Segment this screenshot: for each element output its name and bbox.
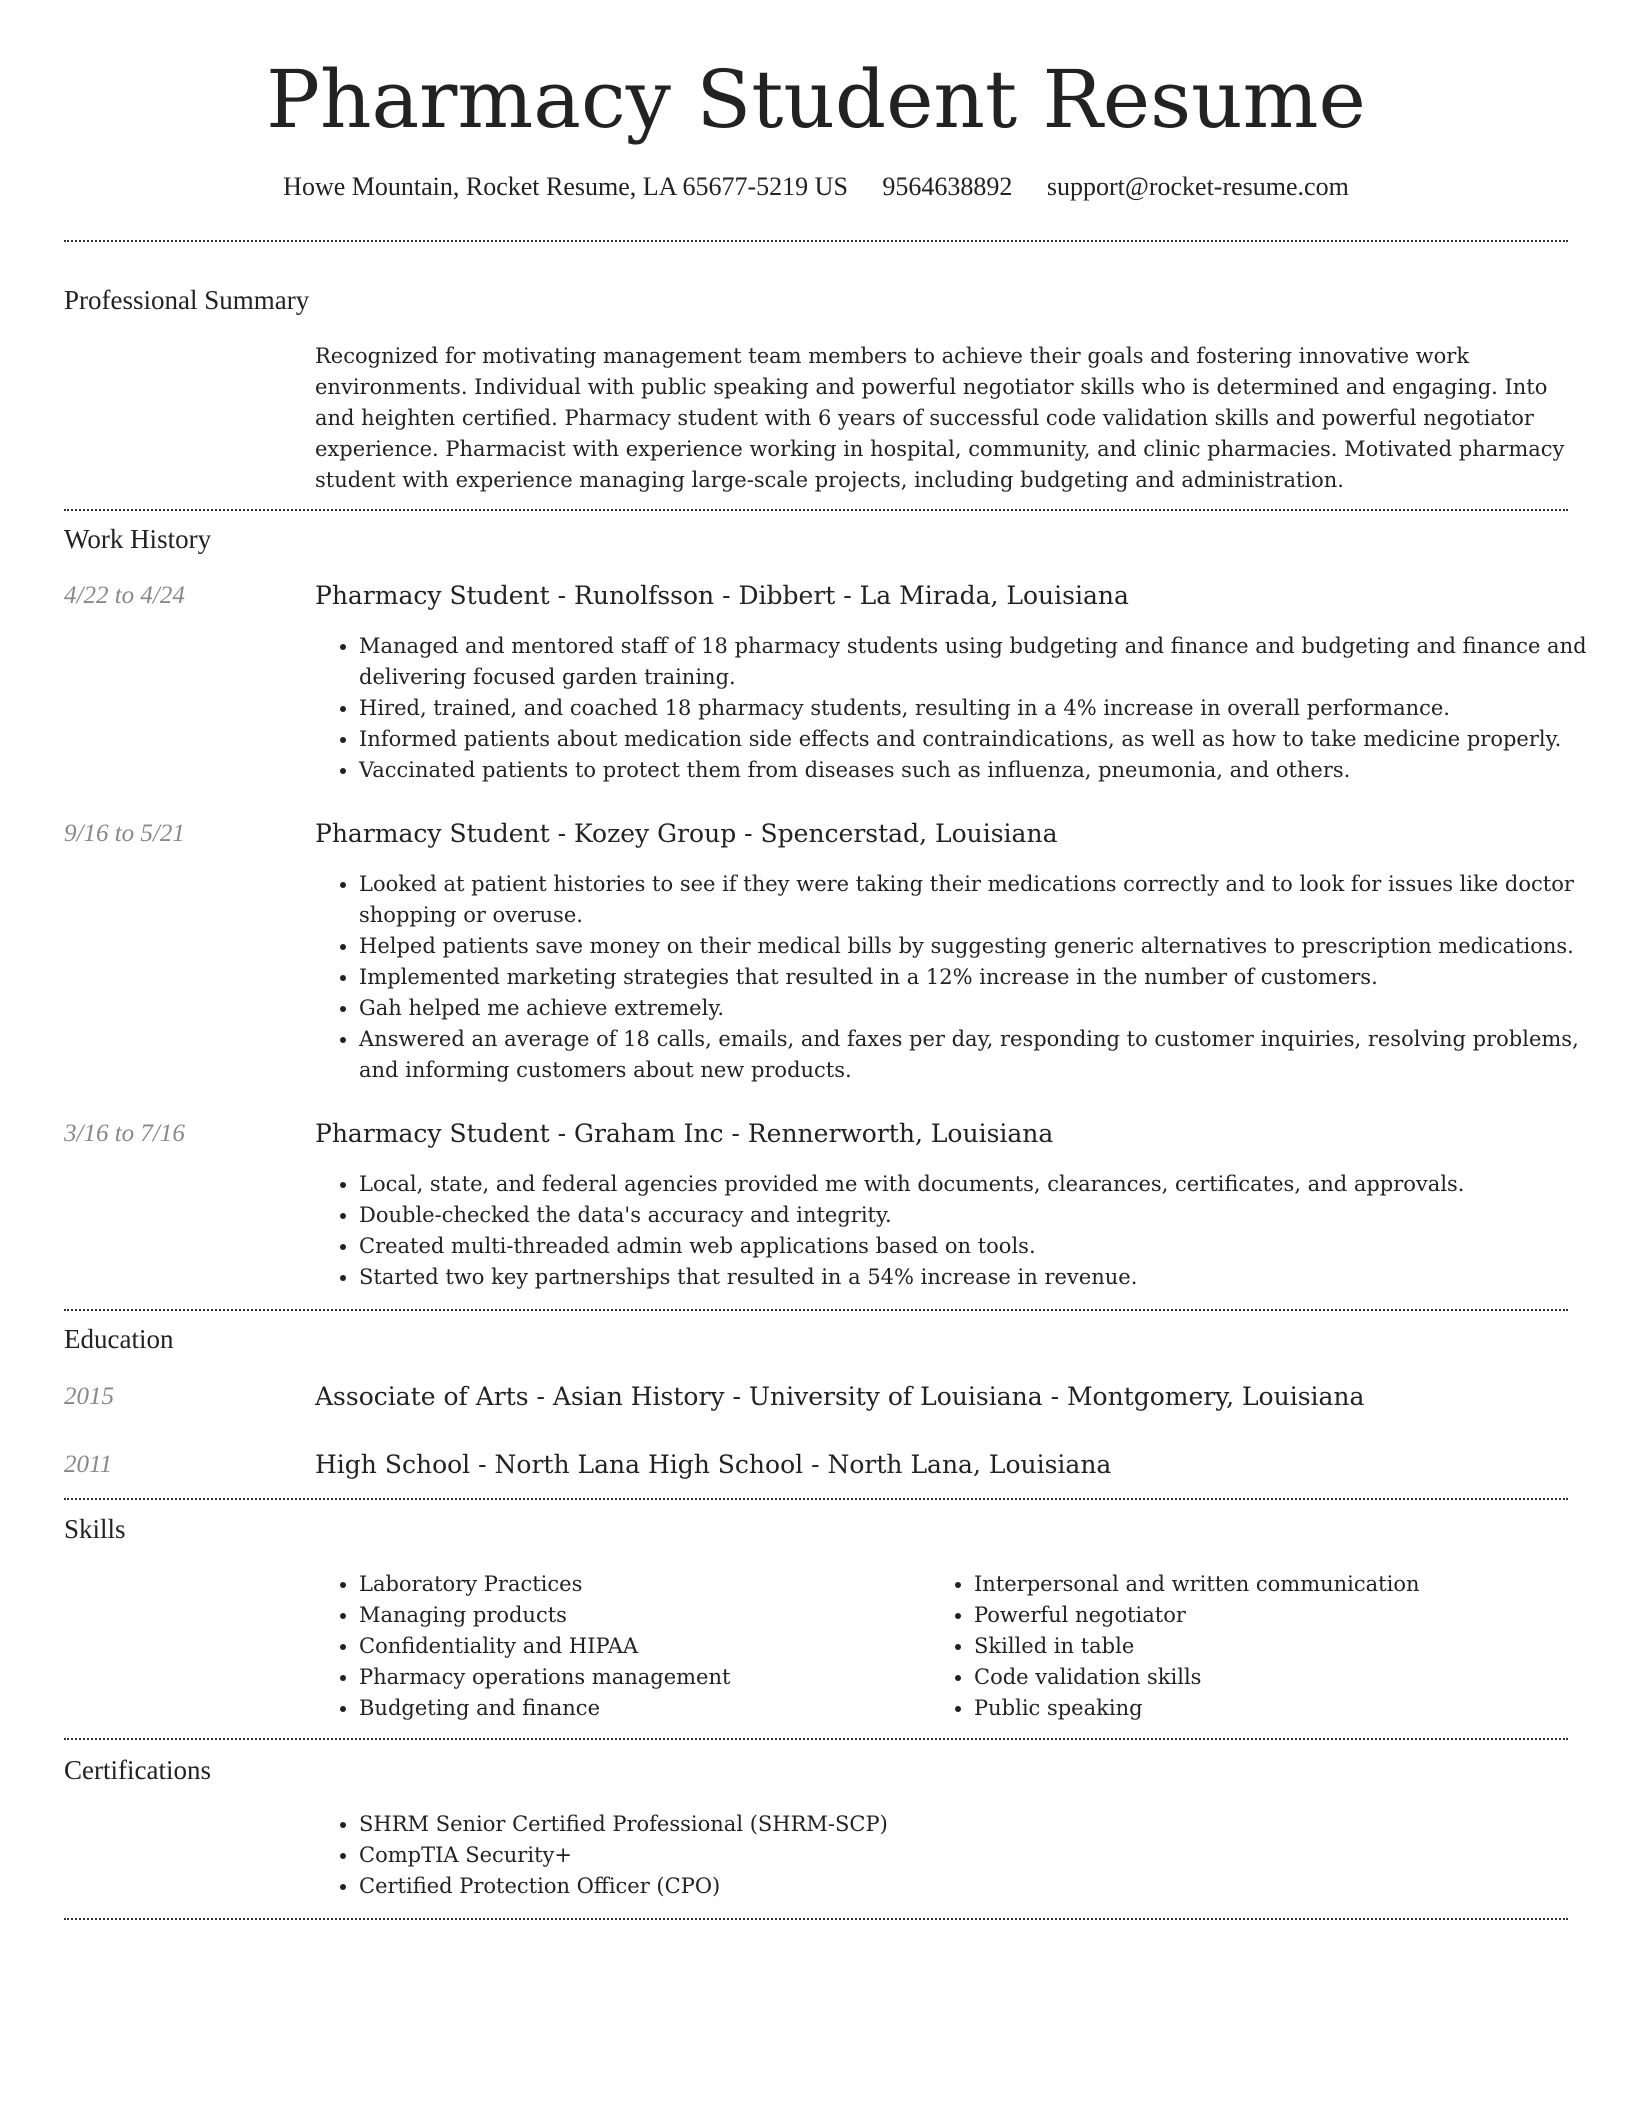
certifications-heading: Certifications (64, 1755, 211, 1785)
education-degree: High School (315, 1450, 471, 1479)
education-school: - North Lana High School - North Lana, Louisiana (470, 1450, 1112, 1479)
contact-line (0, 170, 1632, 204)
list-item: • Managed and mentored staff of 18 pharmacy students using budgeting and finance and budgeting and finance and delivering focused garden training. (359, 631, 1609, 693)
job-dates: 9/16 to 5/21 (64, 820, 185, 847)
skill-item: • Powerful negotiator (974, 1600, 1604, 1631)
job-dates: 4/22 to 4/24 (64, 582, 185, 609)
skill-item: • Pharmacy operations management (359, 1662, 929, 1693)
skills-heading: Skills (64, 1514, 126, 1544)
list-item: • Looked at patient histories to see if they were taking their medications correctly and to look for issues like doctor shopping or overuse. (359, 869, 1609, 931)
skill-item: • Managing products (359, 1600, 929, 1631)
list-item: • Double-checked the data's accuracy and integrity. (359, 1200, 1609, 1231)
section-divider (64, 1498, 1568, 1500)
education-entry (315, 1449, 1111, 1481)
list-item: • Created multi-threaded admin web applications based on tools. (359, 1231, 1609, 1262)
education-school: - University of Louisiana - Montgomery, Louisiana (724, 1382, 1365, 1411)
contact-email: support@rocket-resume.com (1046, 172, 1349, 201)
list-item: • Vaccinated patients to protect them from diseases such as influenza, pneumonia, and others. (359, 755, 1609, 786)
summary-text: Recognized for motivating management team members to achieve their goals and fostering innovative work environments. Individual with public speaking and powerful negotiator skills who is determined and engaging. Into and heighten certified. Pharmacy student with 6 years of successful code validation skills and powerful negotiator experience. Pharmacist with experience working in hospital, community, and clinic pharmacies. Motivated pharmacy student with experience managing large-scale projects, including budgeting and administration. (315, 344, 1565, 492)
list-item: • Local, state, and federal agencies provided me with documents, clearances, certificates, and approvals. (359, 1169, 1609, 1200)
list-item: • Hired, trained, and coached 18 pharmacy students, resulting in a 4% increase in overall performance. (359, 693, 1609, 724)
job-bullets (315, 631, 1609, 786)
contact-address: Howe Mountain, Rocket Resume, LA 65677-5219 US (283, 172, 848, 201)
job-dates: 3/16 to 7/16 (64, 1120, 185, 1147)
education-heading: Education (64, 1324, 174, 1354)
skill-item: • Interpersonal and written communication (974, 1569, 1604, 1600)
work-history-heading: Work History (64, 524, 212, 554)
education-entry (315, 1381, 1364, 1413)
job-title: Pharmacy Student - Runolfsson - Dibbert - La Mirada, Louisiana (315, 581, 1129, 610)
certifications-list (315, 1809, 1609, 1902)
skills-list-left (315, 1569, 929, 1724)
skill-item: • Confidentiality and HIPAA (359, 1631, 929, 1662)
job-title: Pharmacy Student - Kozey Group - Spencerstad, Louisiana (315, 819, 1058, 848)
section-divider (64, 509, 1568, 511)
skill-item: • Skilled in table (974, 1631, 1604, 1662)
section-divider (64, 240, 1568, 242)
skill-item: • Code validation skills (974, 1662, 1604, 1693)
section-divider (64, 1309, 1568, 1311)
section-divider (64, 1738, 1568, 1740)
contact-phone: 9564638892 (882, 172, 1013, 201)
job-bullets (315, 1169, 1609, 1293)
section-divider (64, 1918, 1568, 1920)
list-item: • Started two key partnerships that resulted in a 54% increase in revenue. (359, 1262, 1609, 1293)
education-year: 2015 (64, 1383, 114, 1410)
summary-heading: Professional Summary (64, 285, 310, 315)
certification-item: • SHRM Senior Certified Professional (SHRM-SCP) (359, 1809, 1609, 1840)
list-item: • Helped patients save money on their medical bills by suggesting generic alternatives to prescription medications. (359, 931, 1609, 962)
skills-list-right (930, 1569, 1604, 1724)
skill-item: • Budgeting and finance (359, 1693, 929, 1724)
certification-item: • CompTIA Security+ (359, 1840, 1609, 1871)
list-item: • Implemented marketing strategies that resulted in a 12% increase in the number of customers. (359, 962, 1609, 993)
list-item: • Informed patients about medication side effects and contraindications, as well as how to take medicine properly. (359, 724, 1609, 755)
education-degree: Associate of Arts - Asian History (315, 1382, 725, 1411)
skill-item: • Laboratory Practices (359, 1569, 929, 1600)
education-year: 2011 (64, 1451, 113, 1478)
job-title: Pharmacy Student - Graham Inc - Rennerworth, Louisiana (315, 1119, 1054, 1148)
page-title: Pharmacy Student Resume (266, 53, 1366, 146)
list-item: • Answered an average of 18 calls, emails, and faxes per day, responding to customer inquiries, resolving problems, and informing customers about new products. (359, 1024, 1609, 1086)
skill-item: • Public speaking (974, 1693, 1604, 1724)
list-item: • Gah helped me achieve extremely. (359, 993, 1609, 1024)
certification-item: • Certified Protection Officer (CPO) (359, 1871, 1609, 1902)
job-bullets (315, 869, 1609, 1086)
